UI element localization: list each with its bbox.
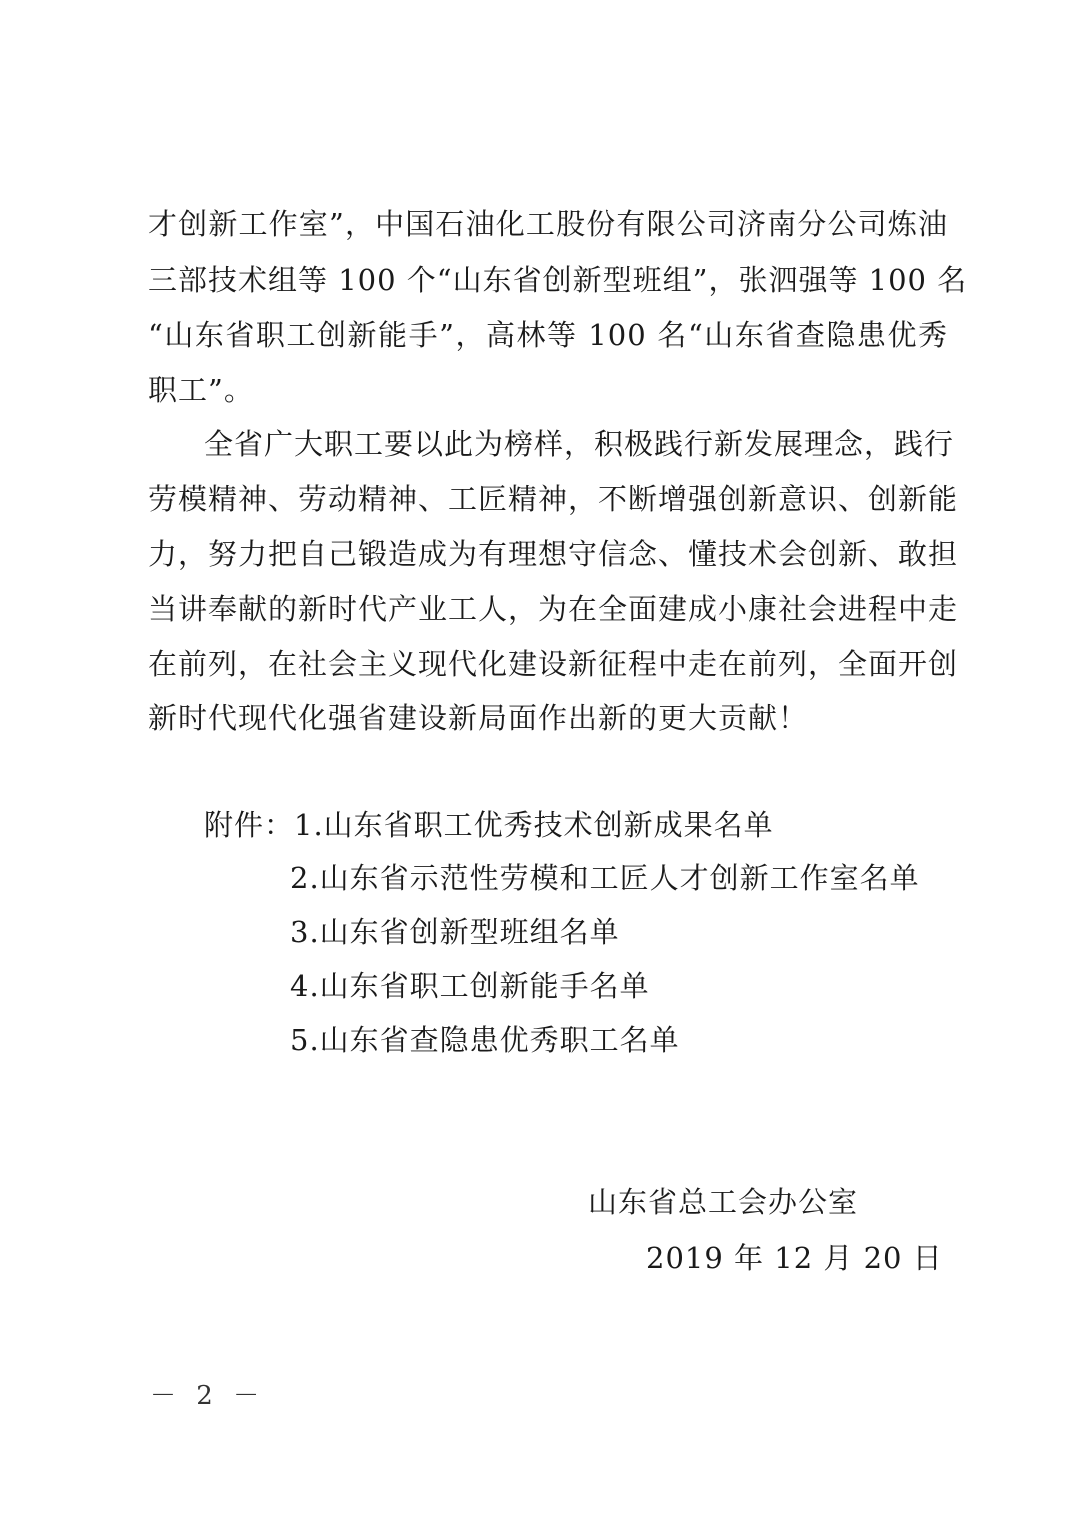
body-text-line: 劳模精神、劳动精神、工匠精神，不断增强创新意识、创新能 [148, 482, 959, 516]
signature-org: 山东省总工会办公室 [588, 1185, 859, 1219]
attachment-item: 5.山东省查隐患优秀职工名单 [290, 1023, 680, 1057]
body-text-line: 当讲奉献的新时代产业工人，为在全面建成小康社会进程中走 [148, 592, 959, 626]
signature-date: 2019 年 12 月 20 日 [646, 1241, 943, 1275]
attachment-item: 4.山东省职工创新能手名单 [290, 969, 650, 1003]
attachment-item: 3.山东省创新型班组名单 [290, 915, 620, 949]
body-text-line: 新时代现代化强省建设新局面作出新的更大贡献！ [148, 701, 809, 735]
body-text-line: 职工”。 [148, 373, 254, 407]
body-text-line: 才创新工作室”，中国石油化工股份有限公司济南分公司炼油 [148, 207, 948, 241]
attachment-heading: 附件：1.山东省职工优秀技术创新成果名单 [204, 808, 774, 842]
body-text-line: 力，努力把自己锻造成为有理想守信念、懂技术会创新、敢担 [148, 537, 959, 571]
body-text-line: “山东省职工创新能手”，高林等 100 名“山东省查隐患优秀 [148, 318, 948, 352]
body-text-line: 三部技术组等 100 个“山东省创新型班组”，张泗强等 100 名 [148, 263, 968, 297]
body-text-line: 在前列，在社会主义现代化建设新征程中走在前列，全面开创 [148, 647, 959, 681]
body-text-line: 全省广大职工要以此为榜样，积极践行新发展理念，践行 [204, 427, 955, 461]
page-number: － 2 － [150, 1381, 266, 1411]
attachment-item: 2.山东省示范性劳模和工匠人才创新工作室名单 [290, 861, 920, 895]
